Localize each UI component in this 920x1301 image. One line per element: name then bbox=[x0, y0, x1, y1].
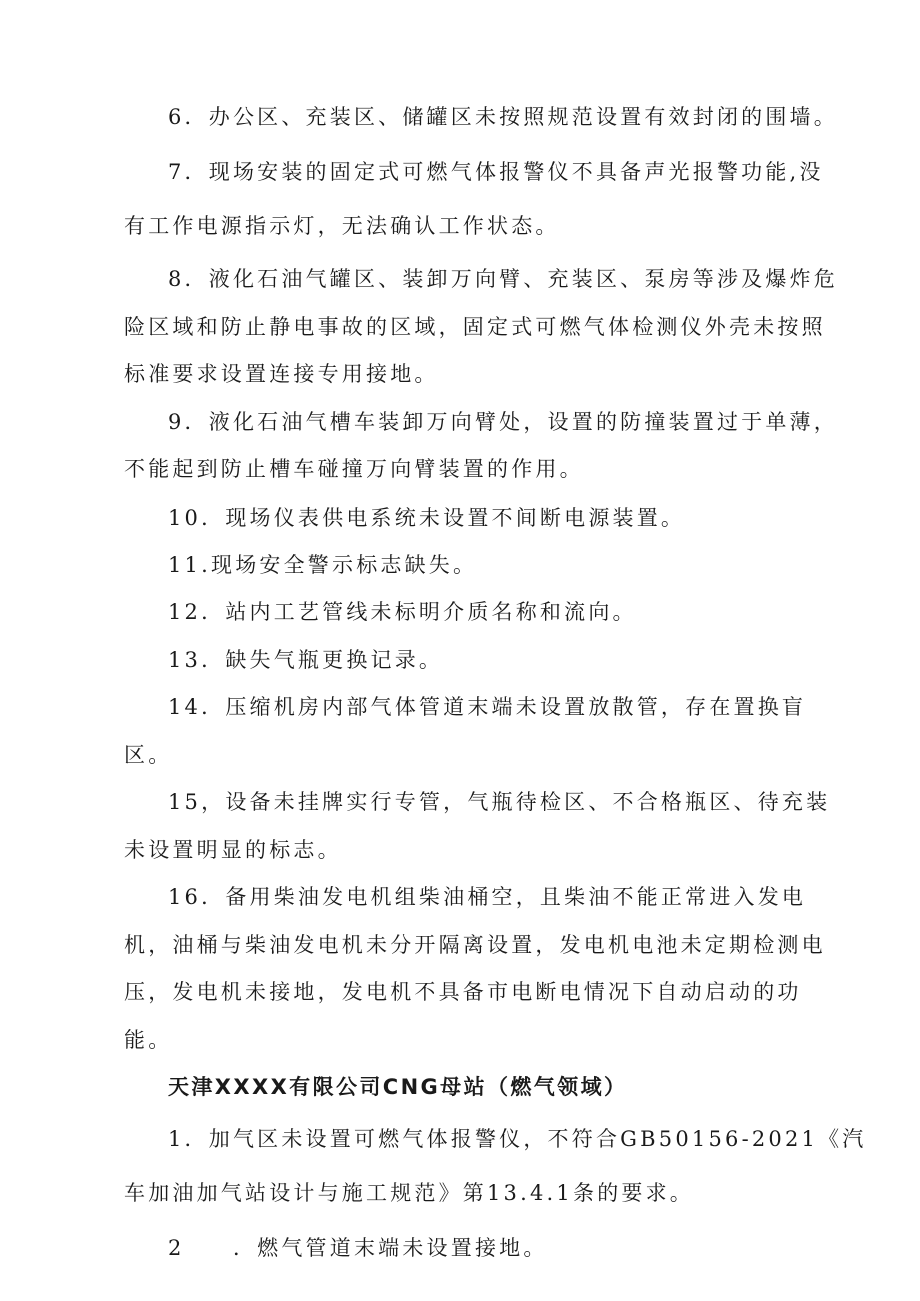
item-13-line-1: 13．缺失气瓶更换记录。 bbox=[168, 648, 444, 672]
section-b-item-1-line-1: 1．加气区未设置可燃气体报警仪，不符合GB50156-2021《汽 bbox=[168, 1127, 867, 1151]
item-8-line-3: 标准要求设置连接专用接地。 bbox=[124, 362, 439, 386]
item-16-line-3: 压，发电机未接地，发电机不具备市电断电情况下自动启动的功 bbox=[124, 980, 802, 1004]
item-15-line-2: 未设置明显的标志。 bbox=[124, 838, 342, 862]
item-14-line-2: 区。 bbox=[124, 743, 173, 767]
item-10-line-1: 10．现场仪表供电系统未设置不间断电源装置。 bbox=[168, 506, 686, 530]
item-14-line-1: 14．压缩机房内部气体管道末端未设置放散管，存在置换盲 bbox=[168, 695, 807, 719]
item-15-line-1: 15，设备未挂牌实行专管，气瓶待检区、不合格瓶区、待充装 bbox=[168, 790, 831, 814]
item-11-line-1: 11.现场安全警示标志缺失。 bbox=[168, 553, 478, 577]
section-heading: 天津XXXX有限公司CNG母站（燃气领域） bbox=[168, 1075, 628, 1099]
item-16-line-2: 机，油桶与柴油发电机未分开隔离设置，发电机电池未定期检测电 bbox=[124, 933, 826, 957]
section-b-item-2-line-1: 2 ．燃气管道末端未设置接地。 bbox=[168, 1236, 548, 1260]
item-8-line-1: 8．液化石油气罐区、装卸万向臂、充装区、泵房等涉及爆炸危 bbox=[168, 267, 838, 291]
item-9-line-1: 9．液化石油气槽车装卸万向臂处，设置的防撞装置过于单薄， bbox=[168, 410, 838, 434]
section-b-item-1-line-2: 车加油加气站设计与施工规范》第13.4.1条的要求。 bbox=[124, 1181, 694, 1205]
item-8-line-2: 险区域和防止静电事故的区域，固定式可燃气体检测仪外壳未按照 bbox=[124, 315, 826, 339]
item-6-line-1: 6．办公区、充装区、储罐区未按照规范设置有效封闭的围墙。 bbox=[168, 105, 838, 129]
item-16-line-4: 能。 bbox=[124, 1028, 173, 1052]
item-7-line-2: 有工作电源指示灯，无法确认工作状态。 bbox=[124, 214, 560, 238]
item-16-line-1: 16．备用柴油发电机组柴油桶空，且柴油不能正常进入发电 bbox=[168, 885, 807, 909]
item-9-line-2: 不能起到防止槽车碰撞万向臂装置的作用。 bbox=[124, 457, 584, 481]
item-12-line-1: 12．站内工艺管线未标明介质名称和流向。 bbox=[168, 600, 637, 624]
item-7-line-1: 7．现场安装的固定式可燃气体报警仪不具备声光报警功能,没 bbox=[168, 160, 824, 184]
